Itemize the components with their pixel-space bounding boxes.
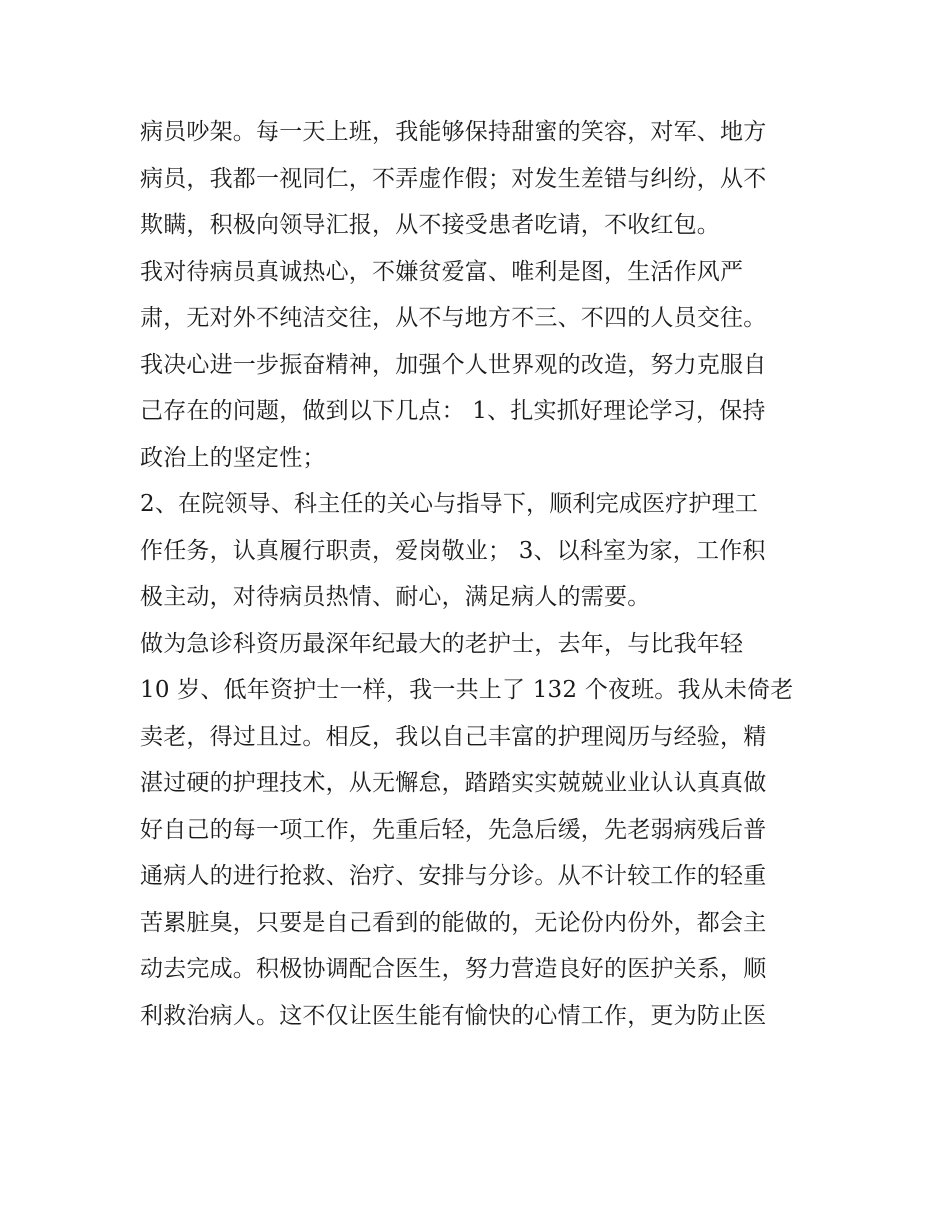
text-line: 病员吵架。每一天上班，我能够保持甜蜜的笑容，对军、地方 [140,119,767,145]
text-line: 苦累脏臭，只要是自己看到的能做的，无论份内份外，都会主 [140,909,767,936]
text-line: 好自己的每一项工作，先重后轻，先急后缓，先老弱病残后普 [140,816,767,843]
text-line: 极主动，对待病员热情、耐心，满足病人的需要。 [140,584,651,610]
text-line: 欺瞒，积极向领导汇报，从不接受患者吃请，不收红包。 [140,212,720,238]
text-line: 做为急诊科资历最深年纪最大的老护士，去年，与比我年轻 [140,630,744,657]
text-line: 2、在院领导、科主任的关心与指导下，顺利完成医疗护理工 [140,491,759,517]
text-line: 利救治病人。这不仅让医生能有愉快的心情工作，更为防止医 [140,1002,767,1029]
text-line: 卖老，得过且过。相反，我以自己丰富的护理阅历与经验，精 [140,723,767,750]
text-line: 作任务，认真履行职责，爱岗敬业； 3、以科室为家，工作积 [140,537,766,564]
text-line: 我对待病员真诚热心，不嫌贫爱富、唯利是图，生活作风严 [140,258,744,285]
text-line: 动去完成。积极协调配合医生，努力营造良好的医护关系，顺 [140,956,767,982]
body-text [140,109,820,1039]
text-line: 通病人的进行抢救、治疗、安排与分诊。从不计较工作的轻重 [140,863,767,889]
text-line: 10 岁、低年资护士一样，我一共上了 132 个夜班。我从未倚老 [140,677,794,703]
text-line: 政治上的坚定性； [140,444,326,471]
text-line: 病员，我都一视同仁，不弄虚作假；对发生差错与纠纷，从不 [140,165,767,192]
text-line: 肃，无对外不纯洁交往，从不与地方不三、不四的人员交往。 [140,305,767,331]
text-line: 我决心进一步振奋精神，加强个人世界观的改造，努力克服自 [140,351,767,378]
text-line: 湛过硬的护理技术，从无懈怠，踏踏实实兢兢业业认认真真做 [140,770,767,796]
text-line: 己存在的问题，做到以下几点： 1、扎实抓好理论学习，保持 [140,398,766,424]
